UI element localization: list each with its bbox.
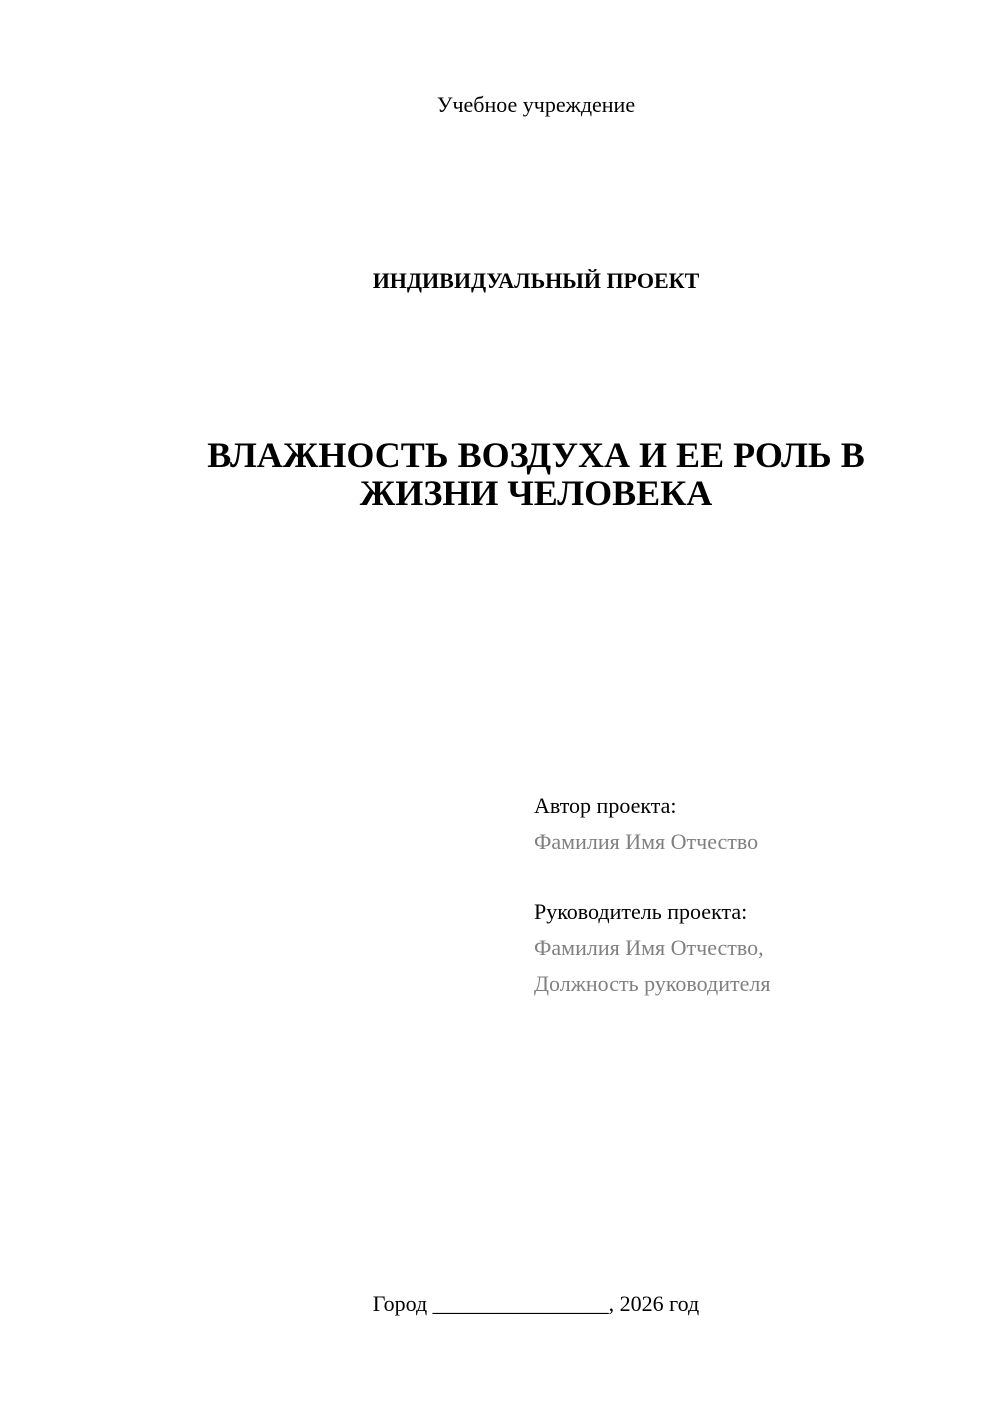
supervisor-label: Руководитель проекта: <box>534 899 748 924</box>
credits-spacer <box>534 860 974 894</box>
city-blank: ________________ <box>432 1291 609 1316</box>
credits-block <box>534 788 974 1002</box>
author-name: Фамилия Имя Отчество <box>534 829 759 854</box>
document-type: ИНДИВИДУАЛЬНЫЙ ПРОЕКТ <box>372 268 700 293</box>
document-title <box>160 436 912 512</box>
author-label: Автор проекта: <box>534 793 677 818</box>
city-label: Город <box>372 1291 428 1316</box>
year-text: , 2026 год <box>608 1291 700 1316</box>
city-year-line <box>0 1290 1000 1318</box>
document-title-line-2: ЖИЗНИ ЧЕЛОВЕКА <box>359 473 713 513</box>
institution-name: Учебное учреждение <box>436 92 636 117</box>
supervisor-name: Фамилия Имя Отчество, <box>534 935 764 960</box>
document-title-line-1: ВЛАЖНОСТЬ ВОЗДУХА И ЕЕ РОЛЬ В <box>207 435 865 475</box>
supervisor-position: Должность руководителя <box>534 971 771 996</box>
